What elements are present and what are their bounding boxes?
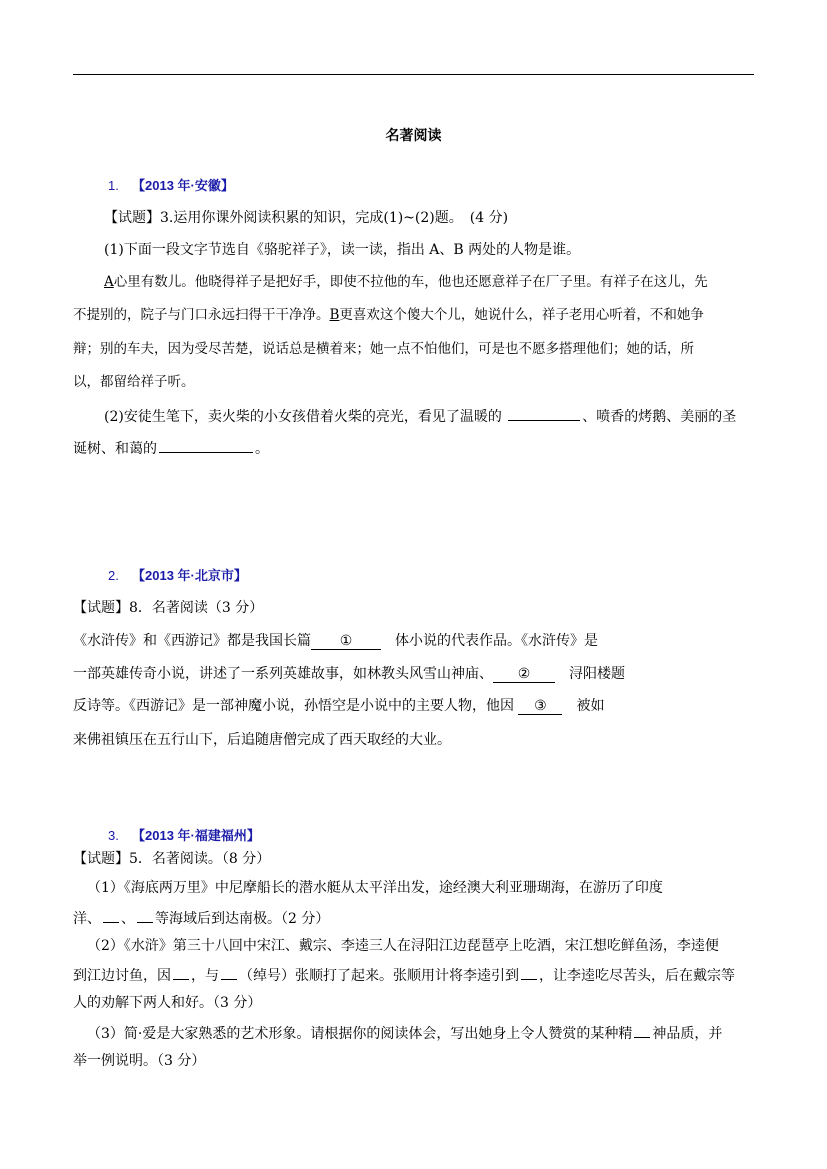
q1-sub2-text-d: 。: [255, 441, 269, 457]
q1-answer-blank-1[interactable]: [508, 405, 580, 421]
q3-p1-line2: [73, 907, 329, 929]
q1-number: 1.: [108, 178, 119, 193]
q1-sub2-text-a: (2)安徒生笔下，卖火柴的小女孩借着火柴的亮光，看见了温暖的: [104, 409, 502, 425]
q2-number: 2.: [108, 568, 119, 583]
q3-blank-5[interactable]: [521, 964, 537, 980]
q3-p2-text-c: （绰号）张顺打了起来。张顺用计将李逵引到: [239, 968, 519, 984]
q2-text-2b: 浔阳楼题: [569, 666, 625, 682]
q2-blank-1[interactable]: ①: [311, 633, 381, 650]
q2-text-1b: 体小说的代表作品。《水浒传》是: [395, 633, 598, 649]
q2-text-2a: 一部英雄传奇小说，讲述了一系列英雄故事，如林教头风雪山神庙、: [73, 666, 493, 682]
q2-line2: [73, 664, 625, 684]
q2-text-3b: 被如: [576, 698, 605, 714]
q3-blank-3[interactable]: [173, 964, 189, 980]
q2-blank-2[interactable]: ②: [493, 666, 555, 683]
q2-line3: [73, 696, 604, 716]
q3-p1-line1: （1）《海底两万里》中尼摩船长的潜水艇从太平洋出发，途经澳大利亚珊瑚海，在游历了印度: [87, 880, 663, 896]
q3-p1-text-c: 等海域后到达南极。（2 分）: [155, 911, 330, 927]
q3-p3-text-b: 神品质，并: [652, 1026, 723, 1042]
q3-p2-text-b: ，与: [191, 968, 219, 984]
q3-blank-1[interactable]: [103, 907, 119, 923]
q1-passage-line2: [73, 305, 704, 325]
q1-sub1: (1)下面一段文字节选自《骆驼祥子》，读一读，指出 A、B 两处的人物是谁。: [104, 242, 581, 258]
page-title: 名著阅读: [385, 127, 442, 143]
q3-number: 3.: [108, 828, 119, 843]
q1-label-b: B: [329, 307, 340, 323]
header-rule: [73, 74, 754, 75]
q3-p1-text-b: 、: [121, 911, 135, 927]
q3-blank-2[interactable]: [137, 907, 153, 923]
q3-p2-text-d: ，让李逵吃尽苦头，后在戴宗等: [539, 968, 735, 984]
q3-header: [108, 826, 260, 846]
q2-text-3a: 反诗等。《西游记》是一部神魔小说，孙悟空是小说中的主要人物，他因: [73, 698, 514, 714]
q1-passage-line1: [104, 272, 708, 292]
q2-source: 【2013 年·北京市】: [132, 568, 247, 583]
q1-sub2-text-c: 诞树、和蔼的: [73, 441, 157, 457]
q3-p1-text-a: 洋、: [73, 911, 101, 927]
q2-line4: 来佛祖镇压在五行山下，后追随唐僧完成了西天取经的大业。: [73, 732, 451, 748]
q2-blank-3[interactable]: ③: [518, 698, 562, 715]
q2-stem: 【试题】8．名著阅读（3 分）: [73, 600, 264, 616]
q3-p2-text-a: 到江边讨鱼，因: [73, 968, 171, 984]
q1-passage-line3: 辩；别的车夫，因为受尽苦楚，说话总是横着来；她一点不怕他们，可是也不愿多搭理他们；她的话，所: [73, 341, 694, 357]
q3-p2-line3: 人的劝解下两人和好。（3 分）: [73, 995, 262, 1011]
q2-text-1a: 《水浒传》和《西游记》都是我国长篇: [73, 633, 311, 649]
q1-passage-text1: 心里有数儿。他晓得祥子是把好手，即使不拉他的车，他也还愿意祥子在厂子里。有祥子在这儿，先: [113, 274, 708, 290]
q1-label-a: A: [104, 274, 114, 290]
q3-source: 【2013 年·福建福州】: [132, 828, 260, 843]
q3-p2-line1: （2）《水浒》第三十八回中宋江、戴宗、李逵三人在浔阳江边琵琶亭上吃酒，宋江想吃鲜鱼汤，李逵便: [87, 938, 719, 954]
q3-blank-4[interactable]: [221, 964, 237, 980]
q1-passage-text2a: 不提别的，院子与门口永远扫得干干净净。: [73, 307, 330, 323]
q3-blank-6[interactable]: [634, 1022, 650, 1038]
q1-header: [108, 176, 234, 196]
q1-answer-blank-2[interactable]: [159, 437, 253, 453]
q3-p3-text-a: （3）简·爱是大家熟悉的艺术形象。请根据你的阅读体会，写出她身上令人赞赏的某种精: [87, 1026, 633, 1042]
q2-header: [108, 566, 247, 586]
q1-stem: 【试题】3.运用你课外阅读积累的知识，完成(1)~(2)题。 (4 分): [104, 210, 509, 226]
q2-line1: [73, 631, 598, 651]
q3-p3-line1: [87, 1022, 722, 1044]
q3-p2-line2: [73, 964, 735, 986]
q1-passage-text2b: 更喜欢这个傻大个儿，她说什么，祥子老用心听着，不和她争: [339, 307, 704, 323]
q1-source: 【2013 年·安徽】: [132, 178, 234, 193]
q3-stem: 【试题】5．名著阅读。（8 分）: [73, 851, 271, 867]
q1-sub2-line1: [104, 405, 736, 427]
q3-p3-line2: 举一例说明。（3 分）: [73, 1053, 206, 1069]
q1-sub2-text-b: 、喷香的烤鹅、美丽的圣: [582, 409, 737, 425]
q1-passage-line4: 以，都留给祥子听。: [73, 374, 195, 390]
q1-sub2-line2: [73, 437, 269, 459]
